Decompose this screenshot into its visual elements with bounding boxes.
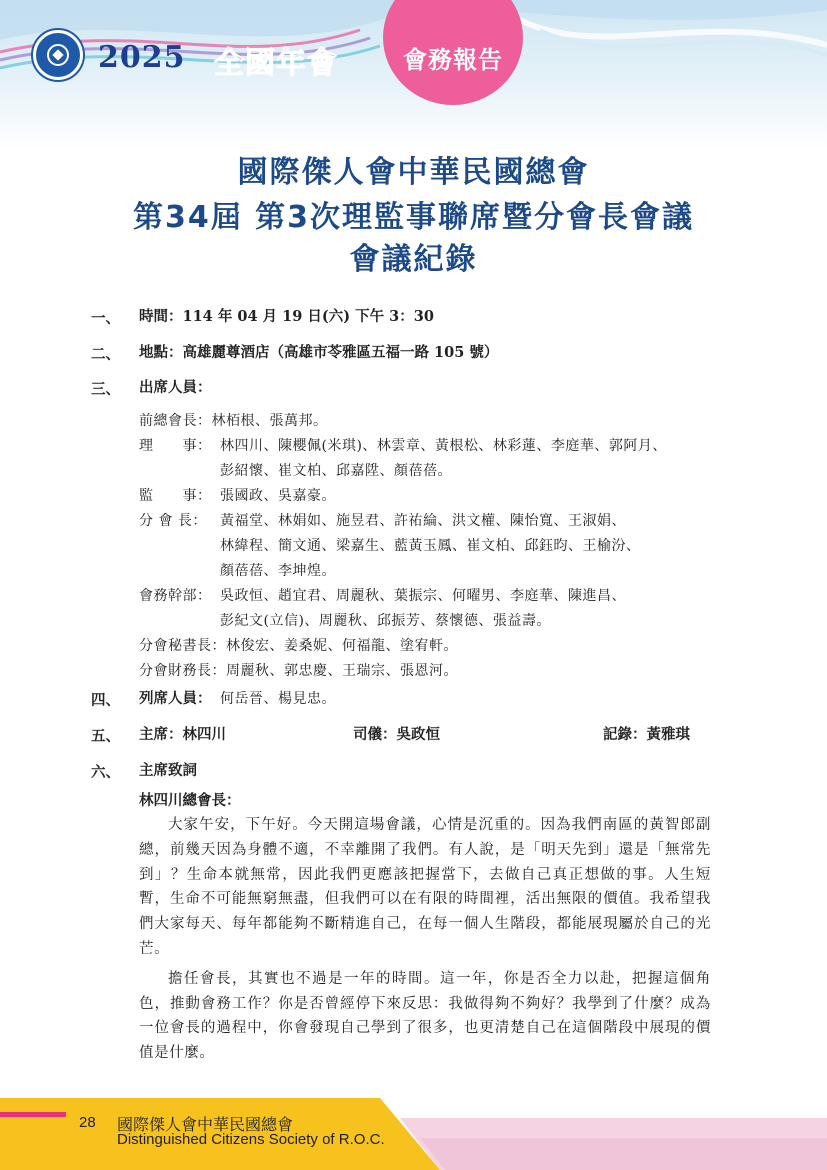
speaker-name: 林四川總會長： [139, 792, 241, 809]
directors-label: 理 事： [139, 438, 212, 454]
meeting-location: 地點：高雄麗尊酒店（高雄市苓雅區五福一路 105 號） [139, 344, 499, 361]
chair-speech-heading: 主席致詞 [139, 762, 197, 779]
chairperson: 主席：林四川 [139, 726, 226, 743]
speech-paragraph-2: 擔任會長，其實也不過是一年的時間。這一年，你是否全力以赴，把握這個角色，推動會務工作？你是否曾經停下來反思：我做得夠不夠好？我學到了什麼？成為一位會長的過程中，你會發現自己學到了很多，也更清楚自己在這個階段中展現的價值是什麼。 [139, 970, 711, 1062]
supervisors-list: 張國政、吳嘉豪。 [220, 488, 336, 504]
page-number: 28 [79, 1114, 96, 1131]
chapter-presidents-line-1: 黃福堂、林娟如、施昱君、許祐綸、洪文權、陳怡寬、王淑娟、 [220, 513, 626, 529]
staff-line-1: 吳政恒、趙宜君、周麗秋、葉振宗、何曜男、李庭華、陳進昌、 [220, 588, 626, 604]
meeting-time: 時間：114 年 04 月 19 日(六) 下午 3：30 [139, 308, 434, 325]
chapter-presidents-line-2: 林緯程、簡文通、梁嘉生、藍黃玉鳳、崔文柏、邱鈺昀、王榆汾、 [220, 538, 641, 554]
directors-line-1: 林四川、陳櫻佩(米琪)、林雲章、黃根松、林彩蓮、李庭華、郭阿月、 [220, 438, 667, 454]
staff-label: 會務幹部： [139, 588, 212, 604]
item-number-3: 三、 [91, 381, 120, 398]
emblem-icon [33, 30, 83, 80]
former-presidents: 前總會長：林栢根、張萬邦。 [139, 413, 328, 429]
title-line-3: 會議紀錄 [349, 242, 478, 277]
staff-line-2: 彭紀文(立信)、周麗秋、邱振芳、蔡懷德、張益壽。 [220, 613, 551, 629]
item-number-4: 四、 [91, 692, 120, 709]
master-of-ceremonies: 司儀：吳政恒 [353, 726, 440, 743]
speech-text [139, 813, 711, 1066]
item-number-2: 二、 [91, 346, 120, 363]
title-line-1: 國際傑人會中華民國總會 [237, 155, 590, 190]
supervisors-label: 監 事： [139, 488, 212, 504]
item-number-5: 五、 [91, 728, 120, 745]
header-year: 2025 [98, 40, 186, 75]
chapter-treasurers: 分會財務長：周麗秋、郭忠慶、王瑞宗、張恩河。 [139, 663, 458, 679]
title-line-2: 第34屆 第3次理監事聯席暨分會長會議 [132, 200, 695, 235]
footer-org-english: Distinguished Citizens Society of R.O.C. [117, 1131, 385, 1148]
item-number-6: 六、 [91, 764, 120, 781]
attendees-heading: 出席人員： [139, 379, 212, 396]
speech-paragraph-1: 大家午安，下午好。今天開這場會議，心情是沉重的。因為我們南區的黃智郎副總，前幾天因為身體不適，不幸離開了我們。有人說，是「明天先到」還是「無常先到」？生命本就無常，因此我們更應該把握當下，去做自己真正想做的事。人生短暫，生命不可能無窮無盡，但我們可以在有限的時間裡，活出無限的價值。我希望我們大家每天、每年都能夠不斷精進自己，在每一個人生階段，都能展現屬於自己的光芒。 [139, 817, 711, 957]
section-tag-label: 會務報告 [403, 46, 503, 74]
header-event: 全國年會 [214, 46, 338, 81]
observers-list: 何岳晉、楊見忠。 [220, 691, 336, 707]
observers-label: 列席人員： [139, 690, 212, 707]
recorder: 記錄：黃雅琪 [603, 726, 690, 743]
chapter-presidents-label: 分 會 長： [139, 513, 207, 529]
chapter-secretaries: 分會秘書長：林俊宏、姜桑妮、何福龍、塗宥軒。 [139, 638, 458, 654]
item-number-1: 一、 [91, 310, 120, 327]
footer-org-chinese: 國際傑人會中華民國總會 [117, 1115, 294, 1134]
directors-line-2: 彭紹懷、崔文柏、邱嘉陞、顏蓓蓓。 [220, 463, 452, 479]
chapter-presidents-line-3: 顏蓓蓓、李坤煌。 [220, 563, 336, 579]
